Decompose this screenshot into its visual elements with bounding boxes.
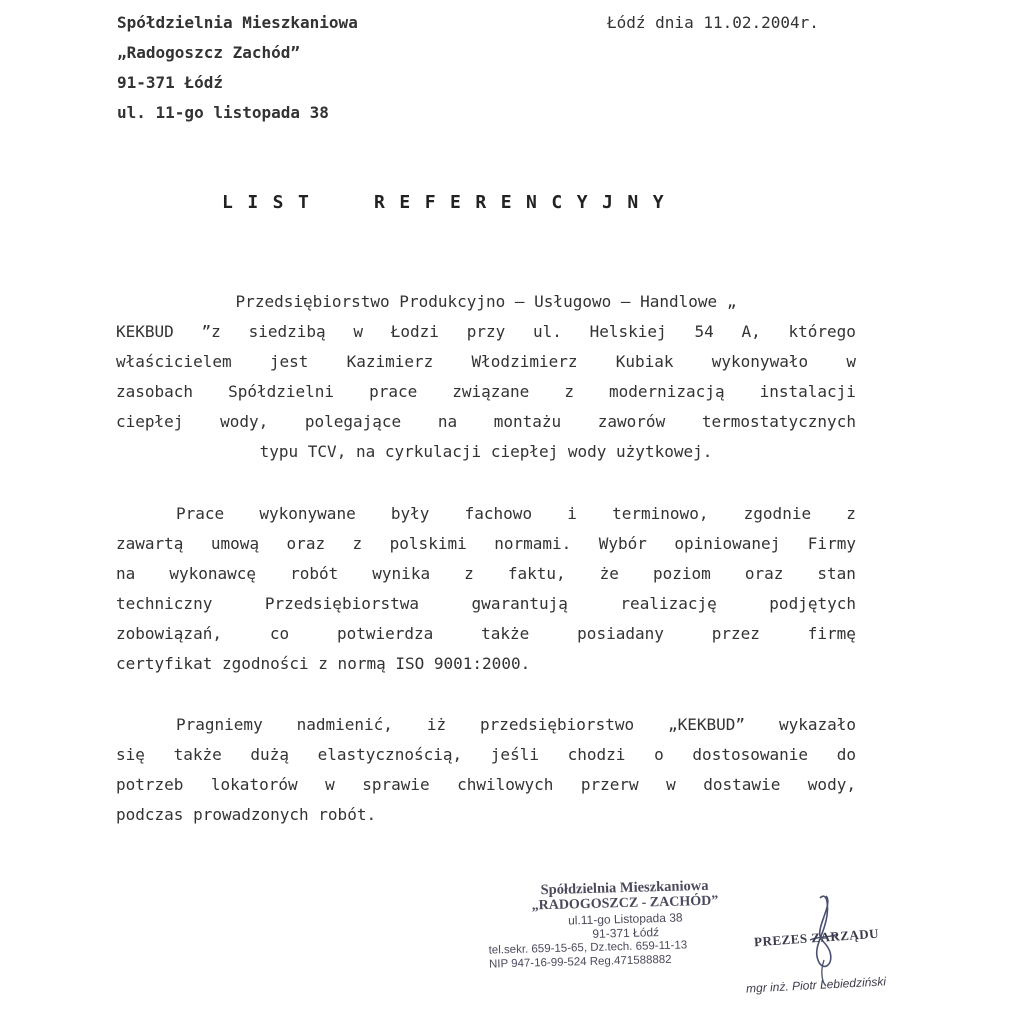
paragraph-line: właścicielem jest Kazimierz Włodzimierz Kubiak wykonywało w: [116, 352, 856, 371]
signatory-title: PREZES ZARZĄDU: [753, 925, 880, 950]
organization-stamp: [487, 876, 764, 971]
paragraph-line: Prace wykonywane były fachowo i terminowo, zgodnie z: [176, 504, 856, 523]
paragraph-line: potrzeb lokatorów w sprawie chwilowych przerw w dostawie wody,: [116, 775, 856, 794]
stamp-line-3: ul.11-go Listopada 38: [567, 910, 683, 928]
paragraph-line: techniczny Przedsiębiorstwa gwarantują realizację podjętych: [116, 594, 856, 613]
paragraph-line: certyfikat zgodności z normą ISO 9001:2000.: [116, 654, 531, 673]
paragraph-line: na wykonawcę robót wynika z faktu, że poziom oraz stan: [116, 564, 856, 583]
paragraph-line: zobowiązań, co potwierdza także posiadany przez firmę: [116, 624, 856, 643]
letter-date: Łódź dnia 11.02.2004r.: [607, 13, 819, 32]
paragraph-line: zawartą umową oraz z polskimi normami. Wybór opiniowanej Firmy: [116, 534, 856, 553]
paragraph-line: KEKBUD ”z siedzibą w Łodzi przy ul. Helskiej 54 A, którego: [116, 322, 856, 341]
stamp-line-4: 91-371 Łódź: [592, 925, 660, 941]
paragraph-line: Pragniemy nadmienić, iż przedsiębiorstwo „KEKBUD” wykazało: [176, 715, 856, 734]
paragraph-line: Przedsiębiorstwo Produkcyjno – Usługowo – Handlowe „: [235, 292, 737, 311]
sender-line-1: Spółdzielnia Mieszkaniowa: [117, 13, 358, 32]
letter-title: LIST REFERENCYJNY: [222, 192, 679, 213]
paragraph-line: zasobach Spółdzielni prace związane z modernizacją instalacji: [116, 382, 856, 401]
paragraph-line: ciepłej wody, polegające na montażu zaworów termostatycznych: [116, 412, 856, 431]
sender-line-2: „Radogoszcz Zachód”: [117, 43, 301, 62]
stamp-line-6: NIP 947-16-99-524 Reg.471588882: [488, 953, 672, 971]
paragraph-line: typu TCV, na cyrkulacji ciepłej wody użytkowej.: [259, 442, 713, 461]
paragraph-1: [116, 287, 856, 467]
paragraph-line: się także dużą elastycznością, jeśli chodzi o dostosowanie do: [116, 745, 856, 764]
stamp-line-2: „RADOGOSZCZ - ZACHÓD”: [531, 893, 719, 914]
sender-address: [117, 8, 358, 128]
paragraph-3: [116, 710, 856, 830]
stamp-line-1: Spółdzielnia Mieszkaniowa: [540, 877, 709, 899]
paragraph-line: podczas prowadzonych robót.: [116, 805, 377, 824]
sender-line-3: 91-371 Łódź: [117, 73, 223, 92]
sender-line-4: ul. 11-go listopada 38: [117, 103, 329, 122]
stamp-line-5: tel.sekr. 659-15-65, Dz.tech. 659-11-13: [488, 939, 688, 957]
paragraph-2: [116, 499, 856, 679]
signatory-name: mgr inż. Piotr Lebiedziński: [745, 974, 887, 996]
